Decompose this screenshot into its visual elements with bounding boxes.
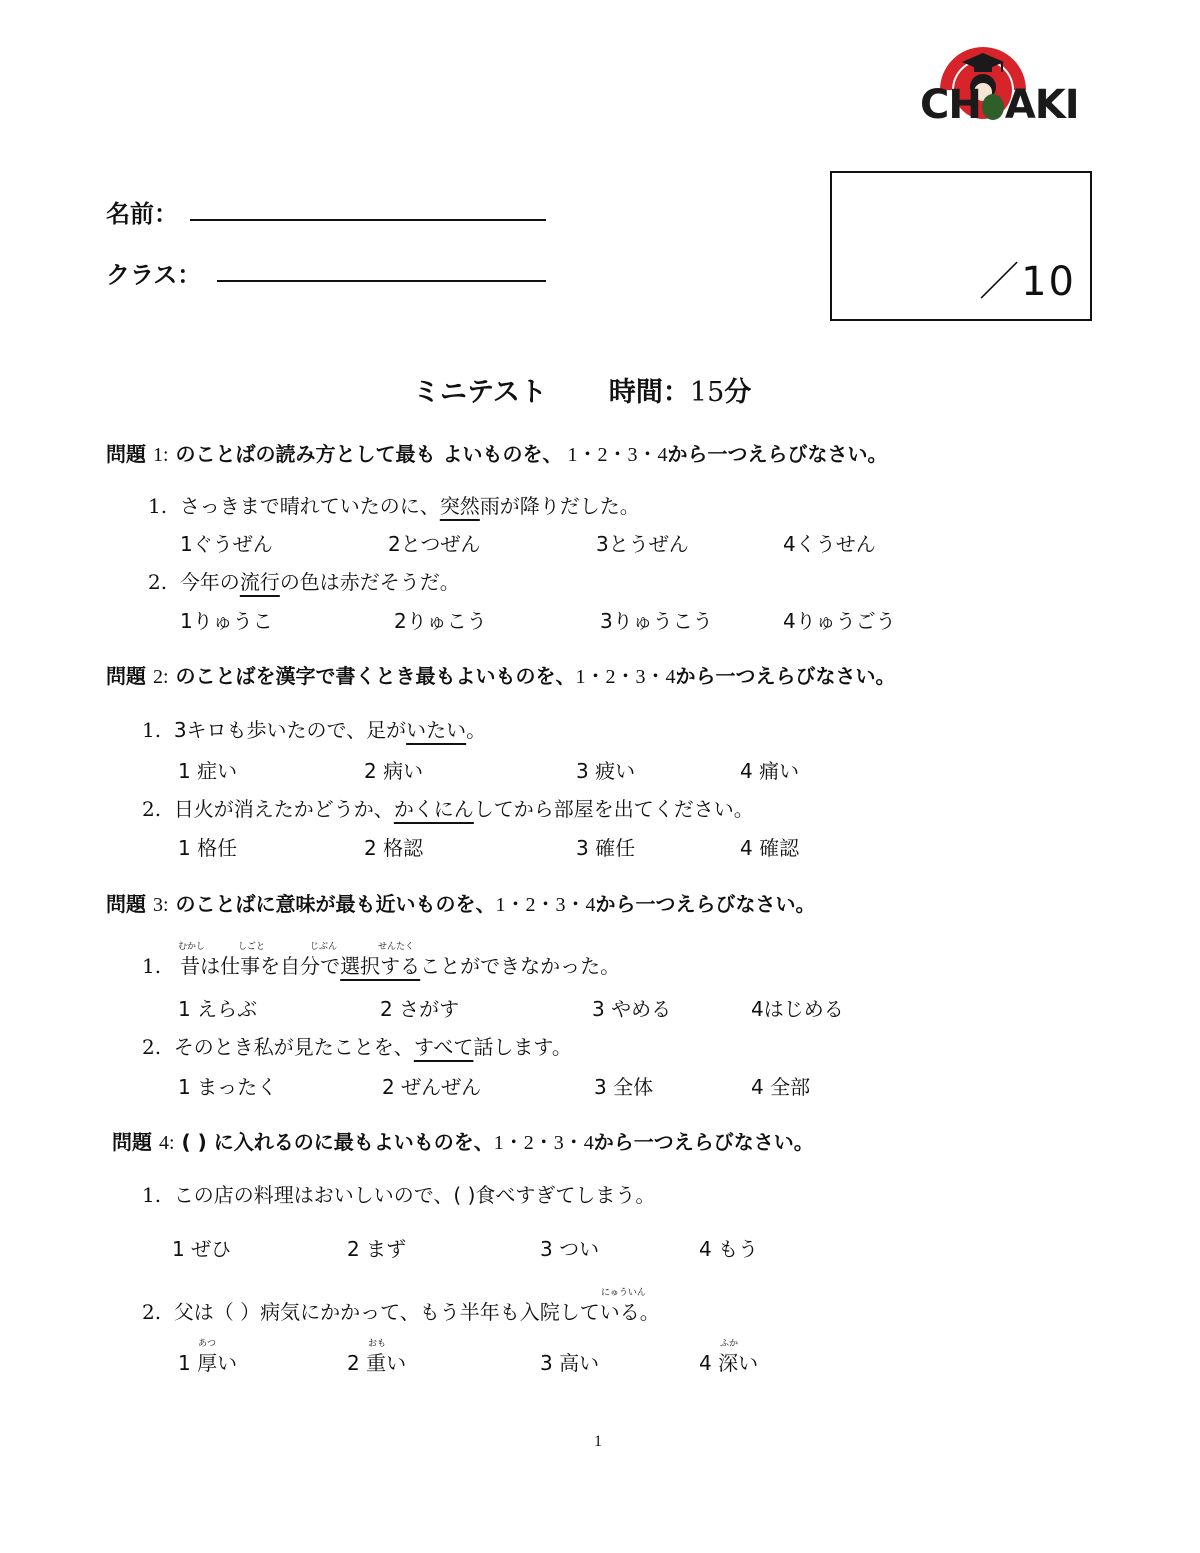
s3-q1-option-3[interactable]: 3 やめる xyxy=(592,997,672,1021)
s4-q2-option-2[interactable]: 2 重い xyxy=(347,1351,407,1375)
score-box[interactable] xyxy=(830,171,1092,321)
s1-q2-option-4[interactable]: 4りゅうごう xyxy=(783,609,896,633)
s3-q1-option-4[interactable]: 4はじめる xyxy=(751,997,844,1021)
furigana: むかし xyxy=(178,942,206,952)
s2-q2: 2. 日火が消えたかどうか、かくにんしてから部屋を出てください。 xyxy=(142,797,754,821)
s1-q1: 1. さっきまで晴れていたのに、突然雨が降りだした。 xyxy=(148,494,640,518)
s4-q1-option-3[interactable]: 3 つい xyxy=(540,1237,600,1261)
section-1-heading: 問題 1: のことばの読み方として最も よいものを、 1・2・3・4から一つえらびなさい。 xyxy=(106,442,888,466)
s4-q1-option-2[interactable]: 2 まず xyxy=(347,1237,407,1261)
section-2-heading: 問題 2: のことばを漢字で書くとき最もよいものを、1・2・3・4から一つえらびなさい。 xyxy=(106,664,896,688)
s1-q1-option-1[interactable]: 1ぐうぜん xyxy=(180,532,273,556)
name-field[interactable] xyxy=(190,219,546,221)
s2-q1-option-3[interactable]: 3 疲い xyxy=(576,759,636,783)
section-3-heading: 問題 3: のことばに意味が最も近いものを、1・2・3・4から一つえらびなさい。 xyxy=(106,892,816,916)
s3-q1-option-2[interactable]: 2 さがす xyxy=(380,997,460,1021)
s3-q2-option-3[interactable]: 3 全体 xyxy=(594,1075,654,1099)
title-main: ミニテスト xyxy=(413,377,547,408)
s1-q2-option-3[interactable]: 3りゅうこう xyxy=(600,609,713,633)
s2-q1-option-4[interactable]: 4 痛い xyxy=(740,759,800,783)
time-value: 15 xyxy=(689,377,725,408)
furigana: あつ xyxy=(198,1339,217,1349)
furigana: にゅういん xyxy=(601,1288,646,1298)
page-number: 1 xyxy=(594,1433,602,1450)
s1-q2-option-1[interactable]: 1りゅうこ xyxy=(180,609,273,633)
page-title xyxy=(413,370,751,409)
furigana: ふか xyxy=(720,1339,739,1349)
s2-q2-option-1[interactable]: 1 格任 xyxy=(178,836,238,860)
s4-q2-option-4[interactable]: 4 深い xyxy=(699,1351,759,1375)
name-label: 名前： xyxy=(106,200,178,228)
s2-q2-option-3[interactable]: 3 確任 xyxy=(576,836,636,860)
target-word: 選択する xyxy=(340,954,421,978)
time-unit: 分 xyxy=(724,377,752,408)
time-label: 時間： xyxy=(608,377,690,408)
s2-q1-option-1[interactable]: 1 症い xyxy=(178,759,238,783)
s1-q2-option-2[interactable]: 2りゅこう xyxy=(394,609,487,633)
target-word: いたい xyxy=(406,718,467,742)
logo-text: CH AKI xyxy=(920,82,1079,128)
s3-q2-option-2[interactable]: 2 ぜんぜん xyxy=(382,1075,482,1099)
s3-q2-option-1[interactable]: 1 まったく xyxy=(178,1075,278,1099)
s4-q2-option-3[interactable]: 3 高い xyxy=(540,1351,600,1375)
s1-q1-option-4[interactable]: 4くうせん xyxy=(783,532,876,556)
s4-q1-option-1[interactable]: 1 ぜひ xyxy=(172,1237,232,1261)
s4-q1-option-4[interactable]: 4 もう xyxy=(699,1237,759,1261)
target-word: 流行 xyxy=(239,570,280,594)
furigana: じぶん xyxy=(310,942,338,952)
class-field[interactable] xyxy=(217,280,546,282)
s1-q1-option-2[interactable]: 2とつぜん xyxy=(388,532,481,556)
s2-q2-option-4[interactable]: 4 確認 xyxy=(740,836,800,860)
s2-q2-option-2[interactable]: 2 格認 xyxy=(364,836,424,860)
logo-figure-icon xyxy=(982,94,1004,120)
s4-q2: 2. 父は（ ）病気にかかって、もう半年も入院している。 xyxy=(142,1300,660,1324)
section-4-heading: 問題 4: ( ) に入れるのに最もよいものを、1・2・3・4から一つえらびなさい。 xyxy=(112,1130,814,1154)
s4-q1: 1. この店の料理はおいしいので、( )食べすぎてしまう。 xyxy=(142,1183,656,1207)
target-word: 突然 xyxy=(439,494,480,518)
s3-q2-option-4[interactable]: 4 全部 xyxy=(751,1075,811,1099)
score-total: ／10 xyxy=(979,259,1076,305)
furigana: せんたく xyxy=(378,942,415,952)
s1-q2: 2. 今年の流行の色は赤だそうだ。 xyxy=(148,570,460,594)
chiaki-logo xyxy=(918,40,1079,130)
target-word: すべて xyxy=(413,1035,474,1059)
furigana: しごと xyxy=(238,942,266,952)
s3-q1: 1. 昔は仕事を自分で選択することができなかった。 xyxy=(142,954,621,978)
s2-q1: 1. 3キロも歩いたので、足がいたい。 xyxy=(142,718,487,742)
s4-q2-option-1[interactable]: 1 厚い xyxy=(178,1351,238,1375)
s2-q1-option-2[interactable]: 2 病い xyxy=(364,759,424,783)
target-word: かくにん xyxy=(393,797,474,821)
s3-q1-option-1[interactable]: 1 えらぶ xyxy=(178,997,258,1021)
s1-q1-option-3[interactable]: 3とうぜん xyxy=(596,532,689,556)
furigana: おも xyxy=(368,1339,387,1349)
class-label: クラス： xyxy=(106,261,202,289)
s3-q2: 2. そのとき私が見たことを、すべて話します。 xyxy=(142,1035,572,1059)
